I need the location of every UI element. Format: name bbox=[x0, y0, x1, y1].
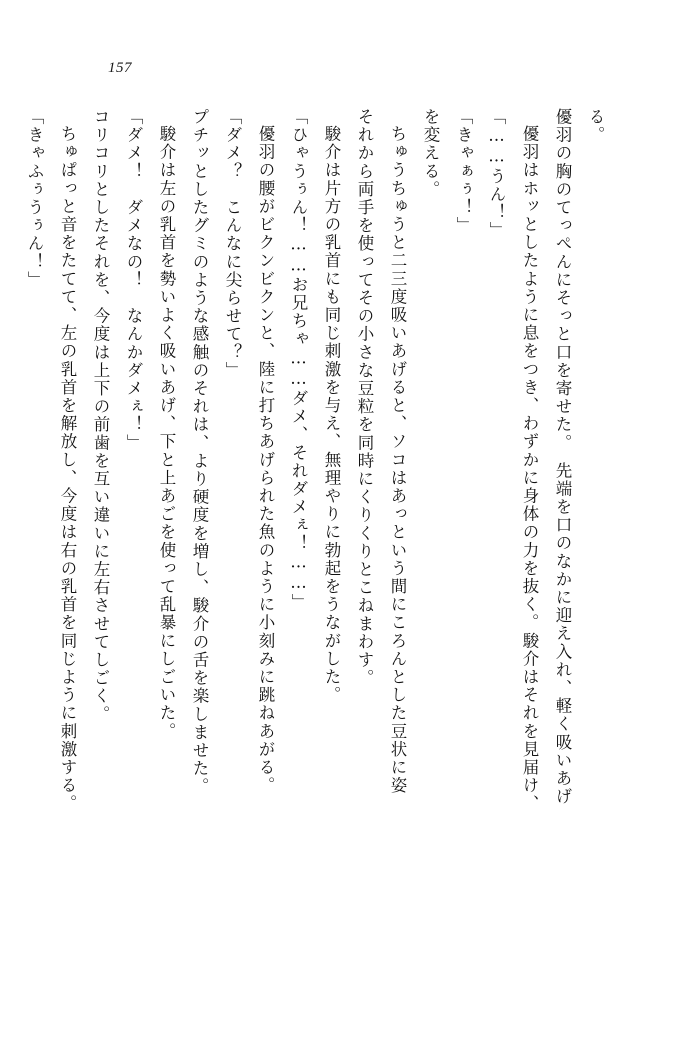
paragraph: 「……うん！」 bbox=[487, 108, 506, 240]
paragraph: 駿介は片方の乳首にも同じ刺激を与え、無理やりに勃起をうながした。 bbox=[322, 124, 341, 704]
paragraph: 優羽の胸のてっぺんにそっと口を寄せた。 先端を口のなかに迎え入れ、軽く吸いあげ bbox=[553, 108, 572, 806]
paragraph: ちゅうちゅうと二三度吸いあげると、ソコはあっという間にころんとした豆状に姿 bbox=[388, 124, 407, 795]
paragraph: を変える。 bbox=[421, 108, 440, 199]
paragraph: 優羽の腰がビクンビクンと、陸に打ちあげられた魚のように小刻みに跳ねあがる。 bbox=[256, 124, 275, 795]
paragraph: 駿介は左の乳首を勢いよく吸いあげ、下と上あごを使って乱暴にしごいた。 bbox=[157, 124, 176, 740]
paragraph: る。 bbox=[586, 108, 605, 145]
paragraph: ちゅぱっと音をたてて、左の乳首を解放し、今度は右の乳首を同じように刺激する。 bbox=[58, 124, 77, 813]
paragraph: プチッとしたグミのような感触のそれは、より硬度を増し、駿介の舌を楽しませた。 bbox=[190, 108, 209, 796]
paragraph: 「きゃぁぅ！」 bbox=[454, 108, 473, 235]
page-number: 157 bbox=[108, 60, 132, 76]
paragraph: 優羽はホッとしたように息をつき、わずかに身体の力を抜く。駿介はそれを見届け、 bbox=[520, 124, 539, 813]
paragraph: それから両手を使ってその小さな豆粒を同時にくりくりとこねまわす。 bbox=[355, 108, 374, 688]
paragraph: 「ダメ！ ダメなの！ なんかダメぇ！」 bbox=[124, 108, 143, 452]
paragraph: コリコリとしたそれを、今度は上下の前歯を互い違いに左右させてしごく。 bbox=[91, 108, 110, 724]
paragraph: 「ひゃうぅん！……お兄ちゃ……ダメ、それダメぇ！……」 bbox=[289, 108, 308, 612]
paragraph: 「きゃふぅうぅん！」 bbox=[25, 108, 44, 289]
paragraph: 「ダメ？ こんなに尖らせて？」 bbox=[223, 108, 242, 380]
page-text-body bbox=[25, 108, 612, 988]
